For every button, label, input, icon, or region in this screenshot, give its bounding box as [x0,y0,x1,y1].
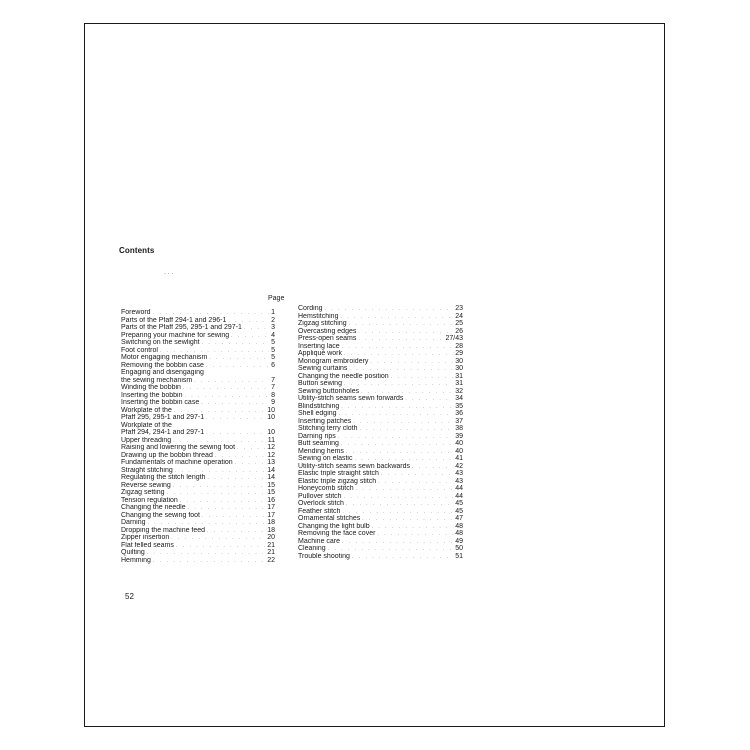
toc-entry [298,418,463,426]
toc-entry-title: Elastic triple straight stitch [298,470,379,477]
toc-entry-title: Ornamental stitches [298,515,361,522]
toc-leader-dots [378,479,453,486]
toc-entry-page: 32 [455,387,463,395]
toc-entry [298,478,463,486]
toc-leader-dots [341,404,453,411]
toc-entry-title: Cleaning [298,545,326,552]
toc-leader-dots [235,460,266,467]
toc-leader-dots [342,539,453,546]
toc-entry-title: Press-open seams [298,335,357,342]
toc-entry-title: Darning [121,519,146,526]
toc-entry [121,324,275,332]
toc-entry [298,410,463,418]
toc-entry [121,384,275,392]
toc-entry-title: Tension regulation [121,496,178,504]
toc-entry-title: Fundamentals of machine operation [121,459,233,466]
toc-entry-page: 48 [455,530,463,537]
toc-entry [298,358,463,366]
toc-entry-title: Overcasting edges [298,327,357,335]
toc-entry [298,350,463,358]
toc-entry-page: 30 [455,365,463,372]
toc-leader-dots [377,531,453,538]
toc-entry [121,317,275,325]
toc-entry-title: Raising and lowering the sewing foot [121,444,236,451]
toc-entry-page: 12 [267,451,275,459]
toc-leader-dots [372,524,454,531]
toc-entry [121,354,275,362]
toc-entry-title: Sewing buttonholes [298,387,360,395]
toc-entry-page: 5 [271,346,275,354]
toc-entry-title: Quilting [121,549,145,556]
toc-leader-dots [244,325,269,332]
toc-entry [298,335,463,343]
toc-entry-page: 30 [455,357,463,365]
page-column-heading: Page [268,295,285,302]
toc-entry-title: Monogram embroidery [298,357,369,365]
toc-leader-dots [207,475,265,482]
toc-entry-title: Changing the needle [121,504,186,511]
toc-entry [121,362,275,370]
toc-entry [121,512,275,520]
toc-entry-page: 40 [455,447,463,455]
toc-entry-title: the sewing mechanism [121,376,193,384]
toc-entry-page: 28 [455,342,463,350]
toc-entry-title: Hemming [121,556,151,564]
toc-entry-title: Parts of the Pfaff 294-1 and 296-1 [121,316,227,324]
toc-entry-title: Machine care [298,537,341,545]
toc-entry-title: Winding the bobbin [121,384,181,391]
toc-entry [121,527,275,535]
toc-entry-title: Sewing on elastic [298,455,353,462]
toc-entry-title: Zipper insertion [121,534,170,541]
toc-entry [121,489,275,497]
toc-entry [121,347,275,355]
toc-leader-dots [405,396,453,403]
toc-entry-title: Button sewing [298,380,342,387]
toc-entry [298,373,463,381]
toc-entry-title: Motor engaging mechanism [121,354,208,361]
toc-entry [298,343,463,351]
toc-entry [121,429,275,437]
toc-entry-title: Workplate of the [121,406,172,414]
toc-entry-page: 2 [271,316,275,324]
toc-entry-page: 24 [455,312,463,320]
toc-entry-title: Blindstitching [298,402,340,410]
toc-entry-title: Removing the face cover [298,530,376,537]
toc-entry-page: 31 [455,380,463,387]
toc-entry-title: Honeycomb stitch [298,485,354,492]
toc-entry-title: Foot control [121,346,158,354]
toc-entry-page: 27/43 [445,335,463,342]
toc-entry [298,515,463,523]
toc-entry-page: 5 [271,354,275,361]
toc-entry-title: Switching on the sewlight [121,339,200,346]
toc-leader-dots [167,490,266,497]
toc-entry-page: 42 [455,462,463,470]
toc-leader-dots [349,321,454,328]
toc-leader-dots [381,471,453,478]
contents-heading: Contents [119,246,155,255]
toc-entry-page: 45 [455,507,463,515]
toc-entry [298,403,463,411]
toc-entry-title: Foreword [121,309,151,316]
toc-leader-dots [358,336,443,343]
toc-entry [298,448,463,456]
toc-entry-page: 37 [455,417,463,425]
toc-entry-title: Zigzag setting [121,489,165,496]
toc-entry-page: 3 [271,324,275,331]
toc-entry-title: Parts of the Pfaff 295, 295-1 and 297-1 [121,324,242,331]
toc-leader-dots [412,464,453,471]
toc-leader-dots [209,355,269,362]
toc-leader-dots [342,344,454,351]
toc-entry-page: 13 [267,459,275,466]
toc-entry-page: 47 [455,515,463,522]
toc-entry-page: 49 [455,537,463,545]
toc-entry-page: 21 [267,541,275,549]
toc-leader-dots [353,419,453,426]
toc-entry [121,407,275,415]
toc-entry-page: 36 [455,410,463,417]
toc-leader-dots [183,385,269,392]
toc-leader-dots [231,333,269,340]
toc-entry [121,309,275,317]
toc-entry [298,493,463,501]
toc-entry [298,455,463,463]
toc-entry-page: 6 [271,361,275,369]
toc-entry-title: Darning rips [298,432,336,440]
toc-entry [298,485,463,493]
toc-entry [121,399,275,407]
toc-entry-title: Overlock stitch [298,500,344,507]
toc-entry-title: Zigzag stitching [298,320,347,327]
toc-entry-title: Straight stitching [121,466,173,474]
toc-entry [121,414,275,422]
toc-entry-page: 35 [455,402,463,410]
toc-entry-page: 12 [267,444,275,451]
toc-entry-title: Stitching terry cloth [298,425,358,432]
toc-entry-title: Cording [298,305,323,312]
toc-entry-title: Sewing curtains [298,365,348,372]
toc-entry [298,553,463,561]
toc-entry-page: 51 [455,552,463,560]
toc-entry-title: Removing the bobbin case [121,361,204,369]
toc-leader-dots [173,483,265,490]
toc-entry-title: Workplate of the [121,421,172,429]
toc-entry-title: Inserting the bobbin [121,391,183,399]
toc-entry-title: Regulating the stitch length [121,474,206,481]
toc-leader-dots [153,558,265,565]
toc-entry-page: 38 [455,425,463,432]
toc-entry-title: Utility-stitch seams sewn forwards [298,395,404,402]
toc-leader-dots [344,494,454,501]
toc-entry [298,433,463,441]
toc-leader-dots [202,513,265,520]
toc-entry [298,463,463,471]
toc-entry-page: 31 [455,372,463,380]
toc-entry-page: 16 [267,496,275,504]
toc-entry-page: 7 [271,376,275,384]
toc-entry-page: 48 [455,522,463,530]
toc-leader-dots [176,543,265,550]
toc-entry-page: 5 [271,339,275,346]
toc-entry-title: Butt seaming [298,440,339,447]
page-number: 52 [125,592,134,601]
toc-entry-page: 41 [455,455,463,462]
print-speck: · · · [164,271,174,277]
toc-leader-dots [391,374,454,381]
toc-entry [121,474,275,482]
toc-leader-dots [362,516,453,523]
toc-entry-page: 44 [455,485,463,492]
toc-entry [298,500,463,508]
toc-entry [121,542,275,550]
toc-leader-dots [201,400,269,407]
toc-leader-dots [206,363,269,370]
toc-entry [121,437,275,445]
toc-entry [298,508,463,516]
toc-entry-page: 10 [267,429,275,436]
toc-entry-title: Trouble shooting [298,552,350,560]
toc-entry-page: 25 [455,320,463,327]
toc-entry-page: 9 [271,399,275,406]
toc-leader-dots [338,434,453,441]
toc-leader-dots [207,528,265,535]
toc-entry [298,530,463,538]
toc-entry [298,328,463,336]
toc-entry-page: 45 [455,500,463,507]
toc-leader-dots [340,314,453,321]
toc-entry-title: Utility-stitch seams sewn backwards [298,462,411,470]
toc-entry-title: Appliqué work [298,350,342,357]
toc-leader-dots [202,340,269,347]
toc-leader-dots [356,486,454,493]
toc-entry-title: Dropping the machine feed [121,526,206,534]
toc-entry [298,365,463,373]
toc-entry [121,557,275,565]
toc-entry-page: 43 [455,470,463,477]
toc-entry-title: Inserting the bobbin case [121,399,200,406]
toc-entry-title: Changing the sewing foot [121,511,200,519]
toc-leader-dots [346,449,453,456]
toc-entry [298,388,463,396]
toc-entry-title: Elastic triple zigzag stitch [298,477,377,485]
toc-entry [121,482,275,490]
toc-entry [298,313,463,321]
toc-entry [121,549,275,557]
toc-entry [298,425,463,433]
toc-entry-page: 15 [267,481,275,489]
toc-entry-page: 50 [455,545,463,552]
toc-leader-dots [346,501,453,508]
toc-entry-title: Feather stitch [298,507,341,515]
toc-entry-page: 21 [267,549,275,556]
toc-entry [298,545,463,553]
toc-entry-page: 8 [271,391,275,399]
toc-entry-page: 7 [271,384,275,391]
toc-entry [121,377,275,385]
toc-leader-dots [339,411,454,418]
toc-entry [298,395,463,403]
toc-leader-dots [180,498,265,505]
toc-leader-dots [147,550,265,557]
toc-entry [298,440,463,448]
toc-entry-title: Inserting patches [298,417,352,425]
toc-entry-page: 15 [267,489,275,496]
toc-entry [298,523,463,531]
toc-entry-page: 1 [271,309,275,316]
toc-entry-page: 18 [267,519,275,526]
toc-entry-page: 17 [267,511,275,519]
toc-entry-title: Changing the light bulb [298,522,370,530]
toc-entry-page: 39 [455,432,463,440]
toc-leader-dots [194,378,269,385]
toc-entry-title: Preparing your machine for sewing [121,331,230,339]
toc-entry [121,534,275,542]
toc-entry-title: Pfaff 294, 294-1 and 297-1 [121,429,205,436]
toc-leader-dots [360,426,454,433]
toc-entry-title: Changing the needle position [298,372,389,380]
toc-entry [121,369,275,377]
toc-entry [298,470,463,478]
toc-entry-page: 22 [267,556,275,564]
toc-leader-dots [171,535,265,542]
toc-entry-title: Inserting lace [298,342,340,350]
toc-entry [121,467,275,475]
toc-entry [298,305,463,313]
toc-entry-page: 40 [455,440,463,447]
toc-entry-page: 17 [267,504,275,511]
toc-entry-title: Engaging and disengaging [121,369,204,376]
toc-entry-title: Mending hems [298,447,344,455]
toc-entry-page: 10 [267,414,275,421]
toc-entry [121,332,275,340]
toc-entry-page: 43 [455,477,463,485]
toc-entry [298,538,463,546]
toc-entry-page: 18 [267,526,275,534]
toc-entry-page: 44 [455,492,463,500]
toc-entry [121,459,275,467]
toc-entry-title: Shell edging [298,410,337,417]
toc-column-left [121,309,275,564]
toc-entry [298,380,463,388]
toc-entry-title: Reverse sewing [121,481,171,489]
toc-entry [298,320,463,328]
toc-leader-dots [352,554,453,561]
toc-entry-title: Upper threading [121,436,172,444]
toc-column-right [298,305,463,560]
toc-entry [121,497,275,505]
toc-entry-page: 14 [267,474,275,481]
toc-entry [121,339,275,347]
toc-entry [121,504,275,512]
toc-entry-page: 26 [455,327,463,335]
toc-entry-page: 14 [267,466,275,474]
toc-entry [121,392,275,400]
toc-entry-page: 11 [267,436,275,444]
toc-entry [121,452,275,460]
toc-leader-dots [358,329,453,336]
toc-entry-page: 23 [455,305,463,312]
toc-leader-dots [325,306,454,313]
toc-leader-dots [237,445,265,452]
toc-leader-dots [370,359,453,366]
toc-leader-dots [341,441,453,448]
toc-entry-title: Pullover stitch [298,492,342,500]
toc-leader-dots [206,430,265,437]
toc-entry-title: Drawing up the bobbin thread [121,451,213,459]
toc-entry [121,444,275,452]
toc-entry-title: Pfaff 295, 295-1 and 297-1 [121,414,205,421]
toc-entry-page: 20 [267,534,275,541]
toc-leader-dots [206,415,265,422]
toc-entry [121,519,275,527]
toc-entry-page: 34 [455,395,463,402]
toc-entry-page: 4 [271,331,275,339]
toc-entry-page: 10 [267,406,275,414]
toc-entry-title: Flat felled seams [121,541,174,549]
toc-entry-page: 29 [455,350,463,357]
toc-entry-title: Hemstitching [298,312,339,320]
toc-entry [121,422,275,430]
